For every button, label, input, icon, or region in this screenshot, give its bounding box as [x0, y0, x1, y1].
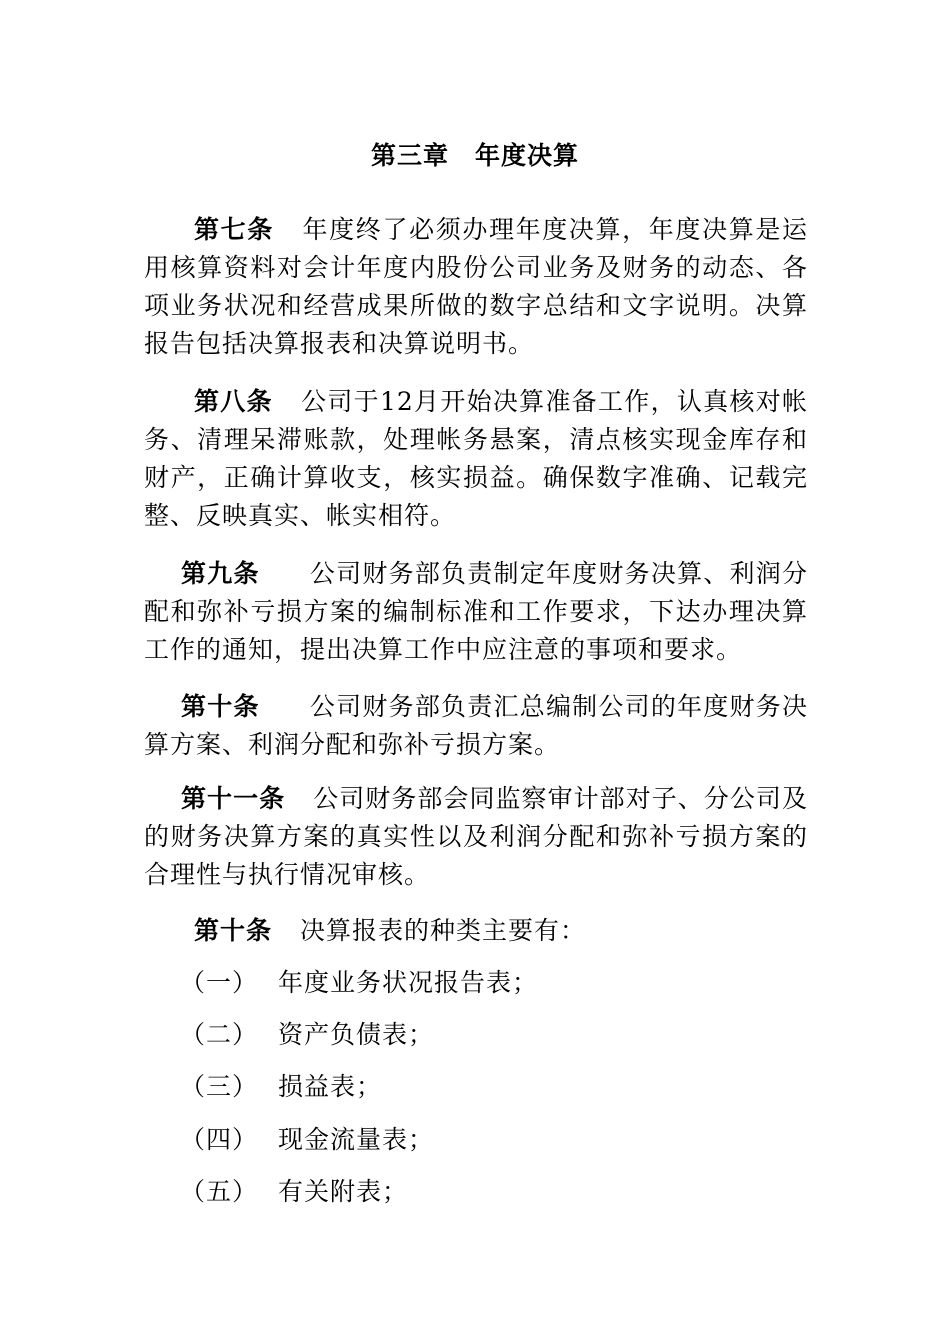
list-item-number: （三） [180, 1072, 259, 1101]
list-item [180, 964, 538, 1002]
article-label: 第十一条 [181, 784, 286, 813]
article-text: 公司财务部会同监察审计部对子、分公司及的财务决算方案的真实性以及利润分配和弥补亏损方案的合理性与执行情况审核。 [144, 784, 808, 889]
article-label: 第十条 [194, 916, 273, 945]
list-item-text: 损益表； [278, 1072, 383, 1101]
list-item [180, 1173, 408, 1211]
list-item-text: 资产负债表； [278, 1020, 435, 1049]
article-label: 第七条 [194, 215, 274, 244]
article-report-types [144, 912, 808, 950]
list-item-text: 年度业务状况报告表； [278, 968, 539, 997]
list-item-number: （五） [180, 1177, 259, 1206]
article-label: 第八条 [194, 387, 273, 416]
article-7 [144, 211, 808, 363]
list-item-text: 现金流量表； [278, 1125, 435, 1154]
list-item-text: 有关附表； [278, 1177, 409, 1206]
article-text: 公司财务部负责汇总编制公司的年度财务决算方案、利润分配和弥补亏损方案。 [144, 692, 808, 759]
list-item-number: （二） [180, 1020, 259, 1049]
list-item-number: （一） [180, 968, 259, 997]
article-text: 公司财务部负责制定年度财务决算、利润分配和弥补亏损方案的编制标准和工作要求，下达办理决算工作的通知，提出决算工作中应注意的事项和要求。 [144, 559, 808, 664]
article-10 [144, 688, 808, 764]
article-11 [144, 780, 808, 894]
list-item [180, 1068, 382, 1106]
chapter-title: 第三章 年度决算 [370, 141, 579, 170]
article-9 [144, 555, 808, 669]
list-item-number: （四） [180, 1125, 259, 1154]
article-label: 第十条 [181, 692, 260, 721]
article-text: 决算报表的种类主要有： [300, 916, 587, 945]
list-item [180, 1016, 434, 1054]
article-8 [144, 383, 808, 535]
article-label: 第九条 [181, 559, 260, 588]
list-item [180, 1121, 434, 1159]
article-text: 年度终了必须办理年度决算，年度决算是运用核算资料对会计年度内股份公司业务及财务的动态、各项业务状况和经营成果所做的数字总结和文字说明。决算报告包括决算报表和决算说明书。 [144, 215, 808, 358]
article-text: 公司于12月开始决算准备工作，认真核对帐务、清理呆滞账款，处理帐务悬案，清点核实现金库存和财产，正确计算收支，核实损益。确保数字准确、记载完整、反映真实、帐实相符。 [144, 387, 808, 530]
